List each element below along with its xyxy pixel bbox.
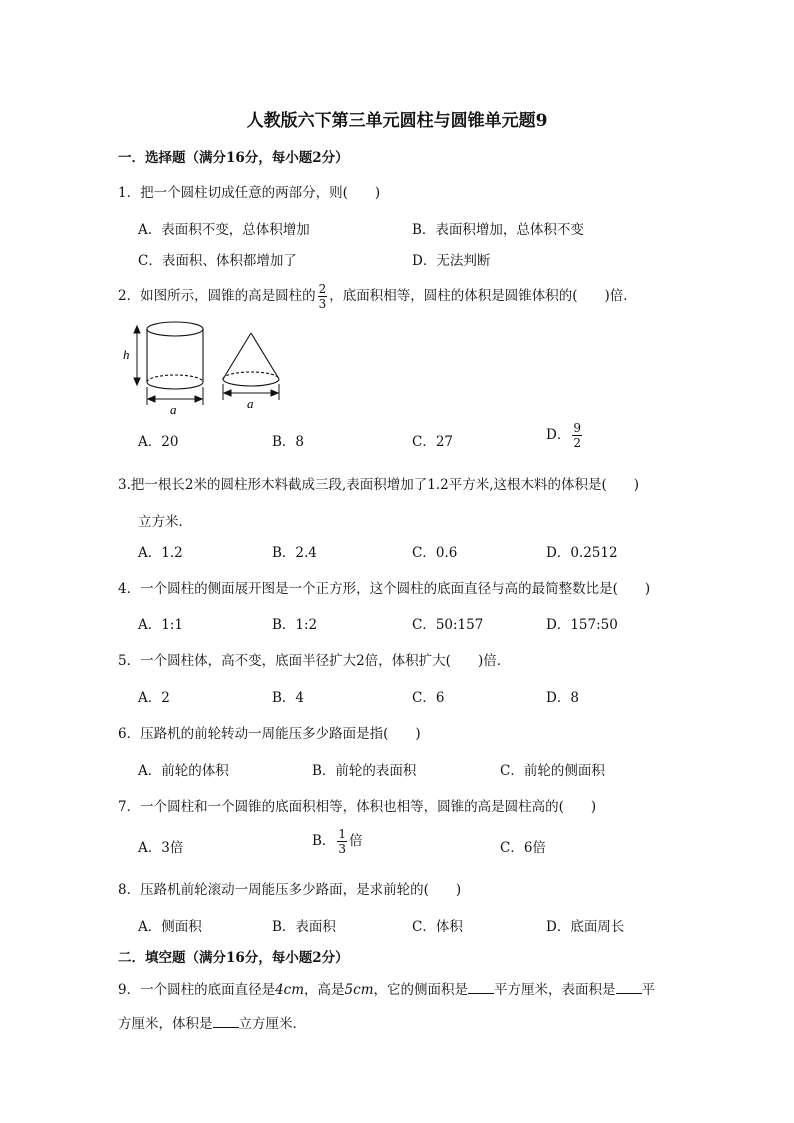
q5-option-b[interactable]: B．4 <box>272 690 305 706</box>
question-3-line2: 立方米． <box>138 514 192 530</box>
q7-option-b[interactable]: B． $\frac{1}{3}$ 倍 <box>312 827 363 856</box>
question-9: 9．一个圆柱的底面直径是4cm，高是5cm，它的侧面积是 平方厘米，表面积是 平 <box>118 982 655 998</box>
q3-option-a[interactable]: A．1.2 <box>138 545 183 561</box>
q8-option-c[interactable]: C．体积 <box>412 919 463 935</box>
q4-option-b[interactable]: B．1:2 <box>272 617 318 633</box>
question-8: 8．压路机前轮滚动一周能压多少路面，是求前轮的( ) <box>118 882 462 898</box>
q3-option-d[interactable]: D．0.2512 <box>546 545 618 561</box>
q2-option-a[interactable]: A．20 <box>138 434 179 450</box>
section-heading-choice: 一．选择题（满分16分，每小题2分） <box>118 150 349 166</box>
q4-option-c[interactable]: C．50:157 <box>412 617 484 633</box>
q4-option-a[interactable]: A．1:1 <box>138 617 183 633</box>
q7-option-a[interactable]: A．3倍 <box>138 840 184 856</box>
page-title: 人教版六下第三单元圆柱与圆锥单元题9 <box>246 111 548 131</box>
question-4: 4．一个圆柱的侧面展开图是一个正方形，这个圆柱的底面直径与高的最简整数比是( ) <box>118 581 651 597</box>
cylinder-cone-figure <box>118 315 288 415</box>
q6-option-b[interactable]: B．前轮的表面积 <box>312 763 417 779</box>
q2-text-post: ，底面积相等，圆柱的体积是圆锥体积的( )倍． <box>329 288 637 304</box>
q2-option-b[interactable]: B．8 <box>272 434 305 450</box>
question-3: 3.把一根长2米的圆柱形木料截成三段,表面积增加了1.2平方米,这根木料的体积是( ) <box>118 477 640 493</box>
question-5: 5．一个圆柱体，高不变，底面半径扩大2倍，体积扩大( )倍． <box>118 653 511 669</box>
question-7: 7．一个圆柱和一个圆锥的底面积相等，体积也相等，圆锥的高是圆柱高的( ) <box>118 799 597 815</box>
q8-option-b[interactable]: B．表面积 <box>272 919 336 935</box>
question-1: 1．把一个圆柱切成任意的两部分，则( ) <box>118 185 381 201</box>
q5-option-a[interactable]: A．2 <box>138 690 170 706</box>
q7-option-c[interactable]: C．6倍 <box>500 840 546 856</box>
cone-width-label: a <box>247 396 254 411</box>
q1-option-c[interactable]: C．表面积、体积都增加了 <box>138 253 297 269</box>
question-9-line2: 方厘米，体积是 立方厘米． <box>118 1016 306 1032</box>
q2-option-c[interactable]: C．27 <box>412 434 454 450</box>
section-heading-fill: 二．填空题（满分16分，每小题2分） <box>118 950 349 966</box>
q5-option-d[interactable]: D．8 <box>546 690 579 706</box>
fraction-two-thirds: $\frac{2}{3}$ <box>318 282 327 311</box>
q8-option-d[interactable]: D．底面周长 <box>546 919 625 935</box>
question-6: 6．压路机的前轮转动一周能压多少路面是指( ) <box>118 726 421 742</box>
height-label: h <box>123 347 130 362</box>
height-arrow <box>134 326 140 385</box>
blank-surface-area[interactable] <box>616 982 642 994</box>
q1-option-d[interactable]: D．无法判断 <box>412 253 491 269</box>
q2-option-d[interactable]: D． $\frac{9}{2}$ <box>546 421 581 450</box>
question-2 <box>118 283 637 310</box>
q4-option-d[interactable]: D．157:50 <box>546 617 618 633</box>
q6-option-c[interactable]: C．前轮的侧面积 <box>500 763 605 779</box>
q2-text-pre: 2．如图所示，圆锥的高是圆柱的 <box>118 288 316 304</box>
blank-volume[interactable] <box>213 1016 239 1028</box>
blank-lateral-area[interactable] <box>468 982 494 994</box>
q5-option-c[interactable]: C．6 <box>412 690 445 706</box>
q8-option-a[interactable]: A．侧面积 <box>138 919 202 935</box>
q3-option-b[interactable]: B．2.4 <box>272 545 317 561</box>
cylinder-width-label: a <box>170 402 177 415</box>
cone-shape <box>223 333 279 386</box>
q1-option-b[interactable]: B．表面积增加，总体积不变 <box>412 222 584 238</box>
q1-option-a[interactable]: A．表面积不变，总体积增加 <box>138 222 310 238</box>
q3-option-c[interactable]: C．0.6 <box>412 545 458 561</box>
q6-option-a[interactable]: A．前轮的体积 <box>138 763 229 779</box>
diameter-value: 4cm <box>275 982 305 998</box>
height-value: 5cm <box>344 982 374 998</box>
cylinder-shape <box>147 322 203 389</box>
